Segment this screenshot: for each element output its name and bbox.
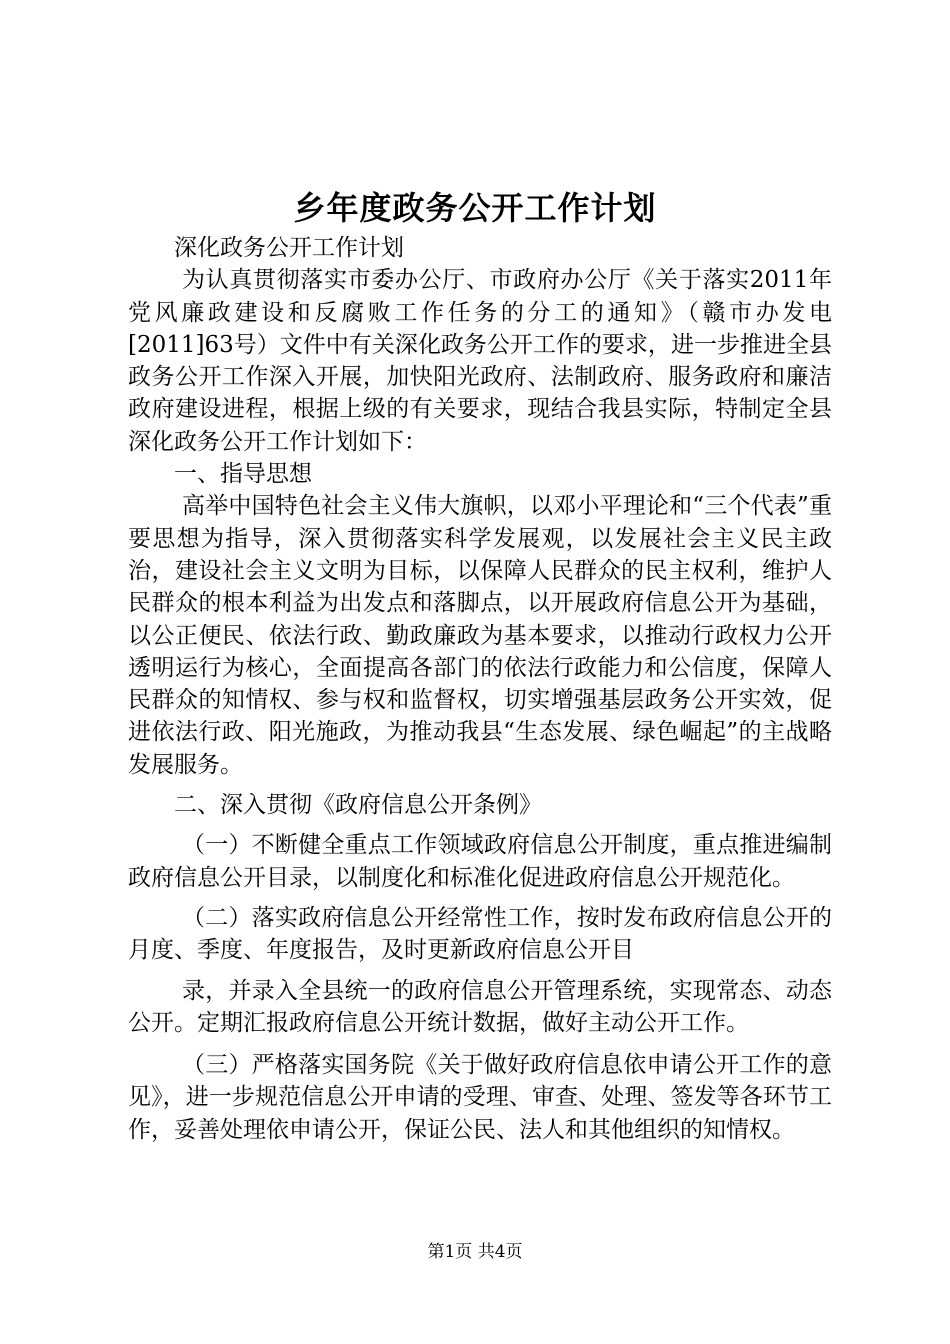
page-number-footer: 第1页 共4页 bbox=[427, 1242, 523, 1262]
item-3-paragraph: （三）严格落实国务院《关于做好政府信息依申请公开工作的意见》，进一步规范信息公开申请的受理、审查、处理、签发等各环节工作，妥善处理依申请公开，保证公民、法人和其他组织的知情权。 bbox=[128, 1052, 832, 1143]
item-1-paragraph: （一）不断健全重点工作领域政府信息公开制度，重点推进编制政府信息公开目录，以制度化和标准化促进政府信息公开规范化。 bbox=[128, 832, 832, 891]
subtitle-paragraph: 深化政务公开工作计划 bbox=[174, 235, 404, 261]
guiding-thought-paragraph: 高举中国特色社会主义伟大旗帜，以邓小平理论和“三个代表”重要思想为指导，深入贯彻落实科学发展观，以发展社会主义民主政治，建设社会主义文明为目标，以保障人民群众的民主权利，维护人民群众的根本利益为出发点和落脚点，以开展政府信息公开为基础，以公正便民、依法行政、勤政廉政为基本要求，以推动行政权力公开透明运行为核心，全面提高各部门的依法行政能力和公信度，保障人民群众的知情权、参与权和监督权，切实增强基层政务公开实效，促进依法行政、阳光施政，为推动我县“生态发展、绿色崛起”的主战略发展服务。 bbox=[128, 493, 832, 778]
section-heading-guiding-thought: 一、指导思想 bbox=[174, 461, 312, 488]
item-2-paragraph: （二）落实政府信息公开经常性工作，按时发布政府信息公开的月度、季度、年度报告，及时更新政府信息公开目 bbox=[128, 904, 832, 964]
document-title: 乡年度政务公开工作计划 bbox=[293, 189, 657, 227]
item-2-continued-paragraph: 录，并录入全县统一的政府信息公开管理系统，实现常态、动态公开。定期汇报政府信息公开统计数据，做好主动公开工作。 bbox=[128, 977, 832, 1036]
intro-paragraph: 为认真贯彻落实市委办公厅、市政府办公厅《关于落实2011年党风廉政建设和反腐败工作任务的分工的通知》（赣市办发电[2011]63号）文件中有关深化政务公开工作的要求，进一步推进全县政务公开工作深入开展，加快阳光政府、法制政府、服务政府和廉洁政府建设进程，根据上级的有关要求，现结合我县实际，特制定全县深化政务公开工作计划如下： bbox=[128, 267, 832, 455]
document-body bbox=[128, 232, 832, 1146]
section-heading-implement-regulations: 二、深入贯彻《政府信息公开条例》 bbox=[174, 792, 542, 819]
